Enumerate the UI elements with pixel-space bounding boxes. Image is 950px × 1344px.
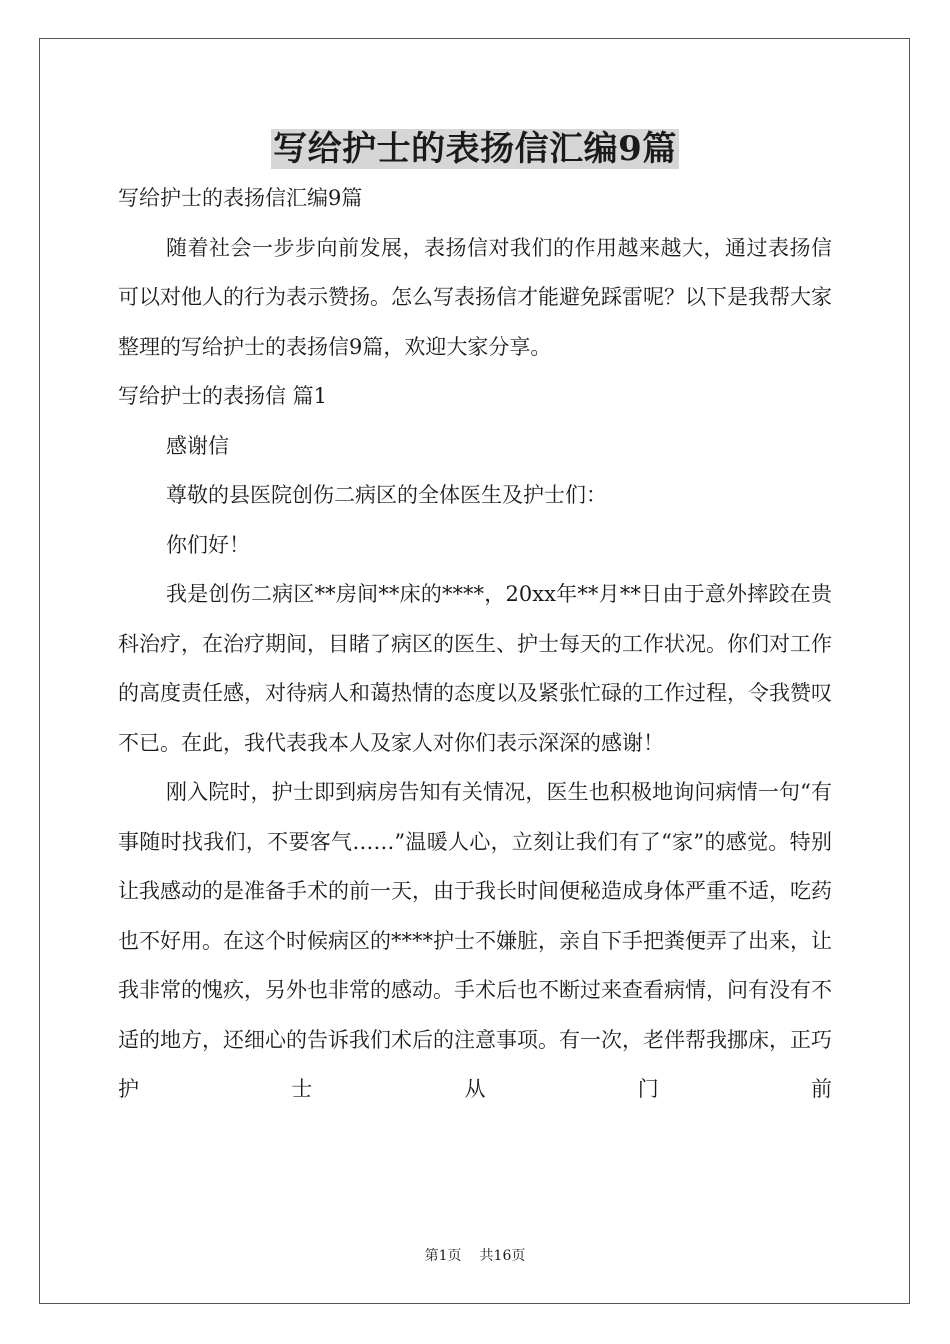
section-heading: 写给护士的表扬信 篇1 <box>118 384 328 408</box>
page-number: 第1页 <box>424 1248 462 1264</box>
intro-paragraph: 随着社会一步步向前发展，表扬信对我们的作用越来越大，通过表扬信可以对他人的行为表示赞扬。怎么写表扬信才能避免踩雷呢？以下是我帮大家整理的写给护士的表扬信9篇，欢迎大家分享。 <box>118 235 832 359</box>
body-paragraph: 我是创伤二病区**房间**床的****，20xx年**月**日由于意外摔跤在贵科治疗，在治疗期间，目睹了病区的医生、护士每天的工作状况。你们对工作的高度责任感，对待病人和蔼热情的态度以及紧张忙碌的工作过程，令我赞叹不已。在此，我代表我本人及家人对你们表示深深的感谢！ <box>118 582 832 755</box>
letter-salutation: 尊敬的县医院创伤二病区的全体医生及护士们： <box>166 483 607 507</box>
letter-title: 感谢信 <box>166 433 229 458</box>
document-body <box>118 174 832 1115</box>
letter-greeting: 你们好！ <box>166 532 250 557</box>
body-paragraph: 刚入院时，护士即到病房告知有关情况，医生也积极地询问病情一句“有事随时找我们，不要客气……”温暖人心，立刻让我们有了“家”的感觉。特别让我感动的是准备手术的前一天，由于我长时间便秘造成身体严重不适，吃药也不好用。在这个时候病区的****护士不嫌脏，亲自下手把粪便弄了出来，让我非常的愧疚，另外也非常的感动。手术后也不断过来查看病情，问有没有不适的地方，还细心的告诉我们术后的注意事项。有一次，老伴帮我挪床，正巧护士从门前 <box>118 780 832 1101</box>
page-total: 共16页 <box>479 1248 526 1264</box>
document-title <box>0 126 950 172</box>
document-title-text: 写给护士的表扬信汇编9篇 <box>273 129 677 169</box>
page-footer <box>0 1246 950 1266</box>
subtitle-paragraph: 写给护士的表扬信汇编9篇 <box>118 186 363 210</box>
